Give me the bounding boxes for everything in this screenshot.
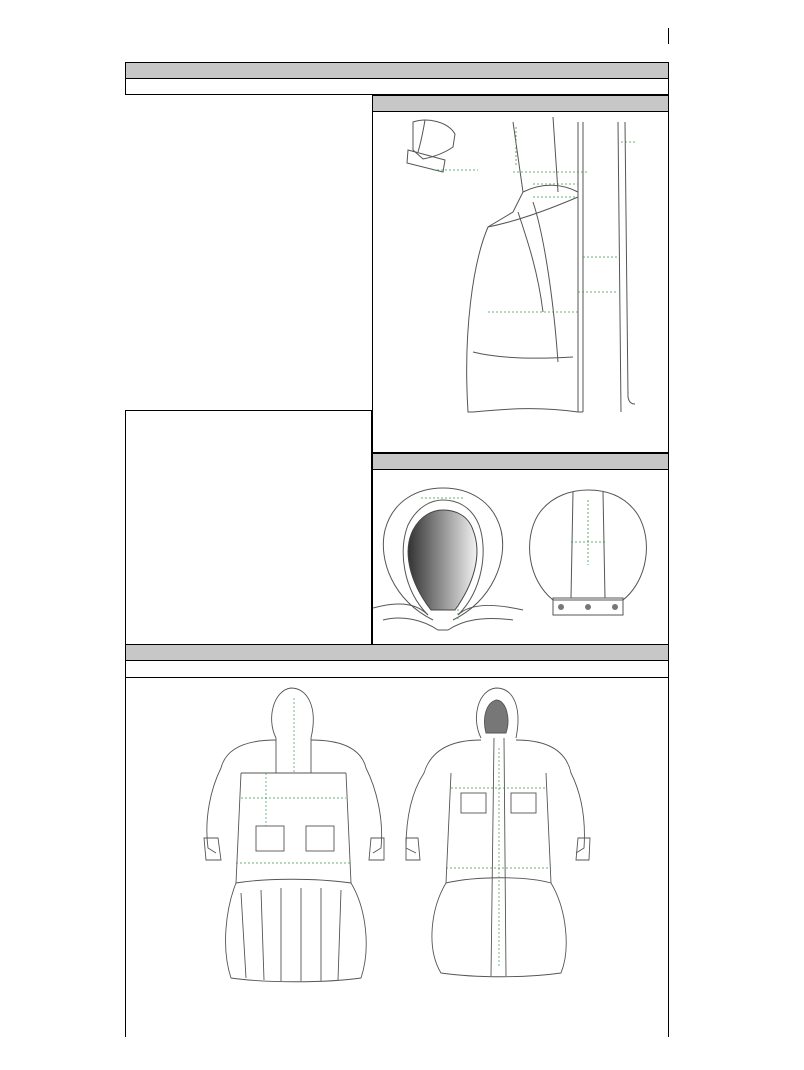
page-right-edge-mark [668,28,669,44]
callout3-header [372,453,669,470]
schematic-separator-band [125,644,669,661]
page-right-border [668,677,669,1037]
separator-band [125,62,669,79]
blank-band [125,78,669,95]
schematic-drawing [126,678,668,1008]
schematic-header [125,660,669,678]
spec-table-empty-area [125,410,372,645]
callout3-drawing [373,470,668,644]
callout2-drawing [373,112,668,452]
page-left-border [125,677,126,1037]
callout2-header [372,95,669,112]
